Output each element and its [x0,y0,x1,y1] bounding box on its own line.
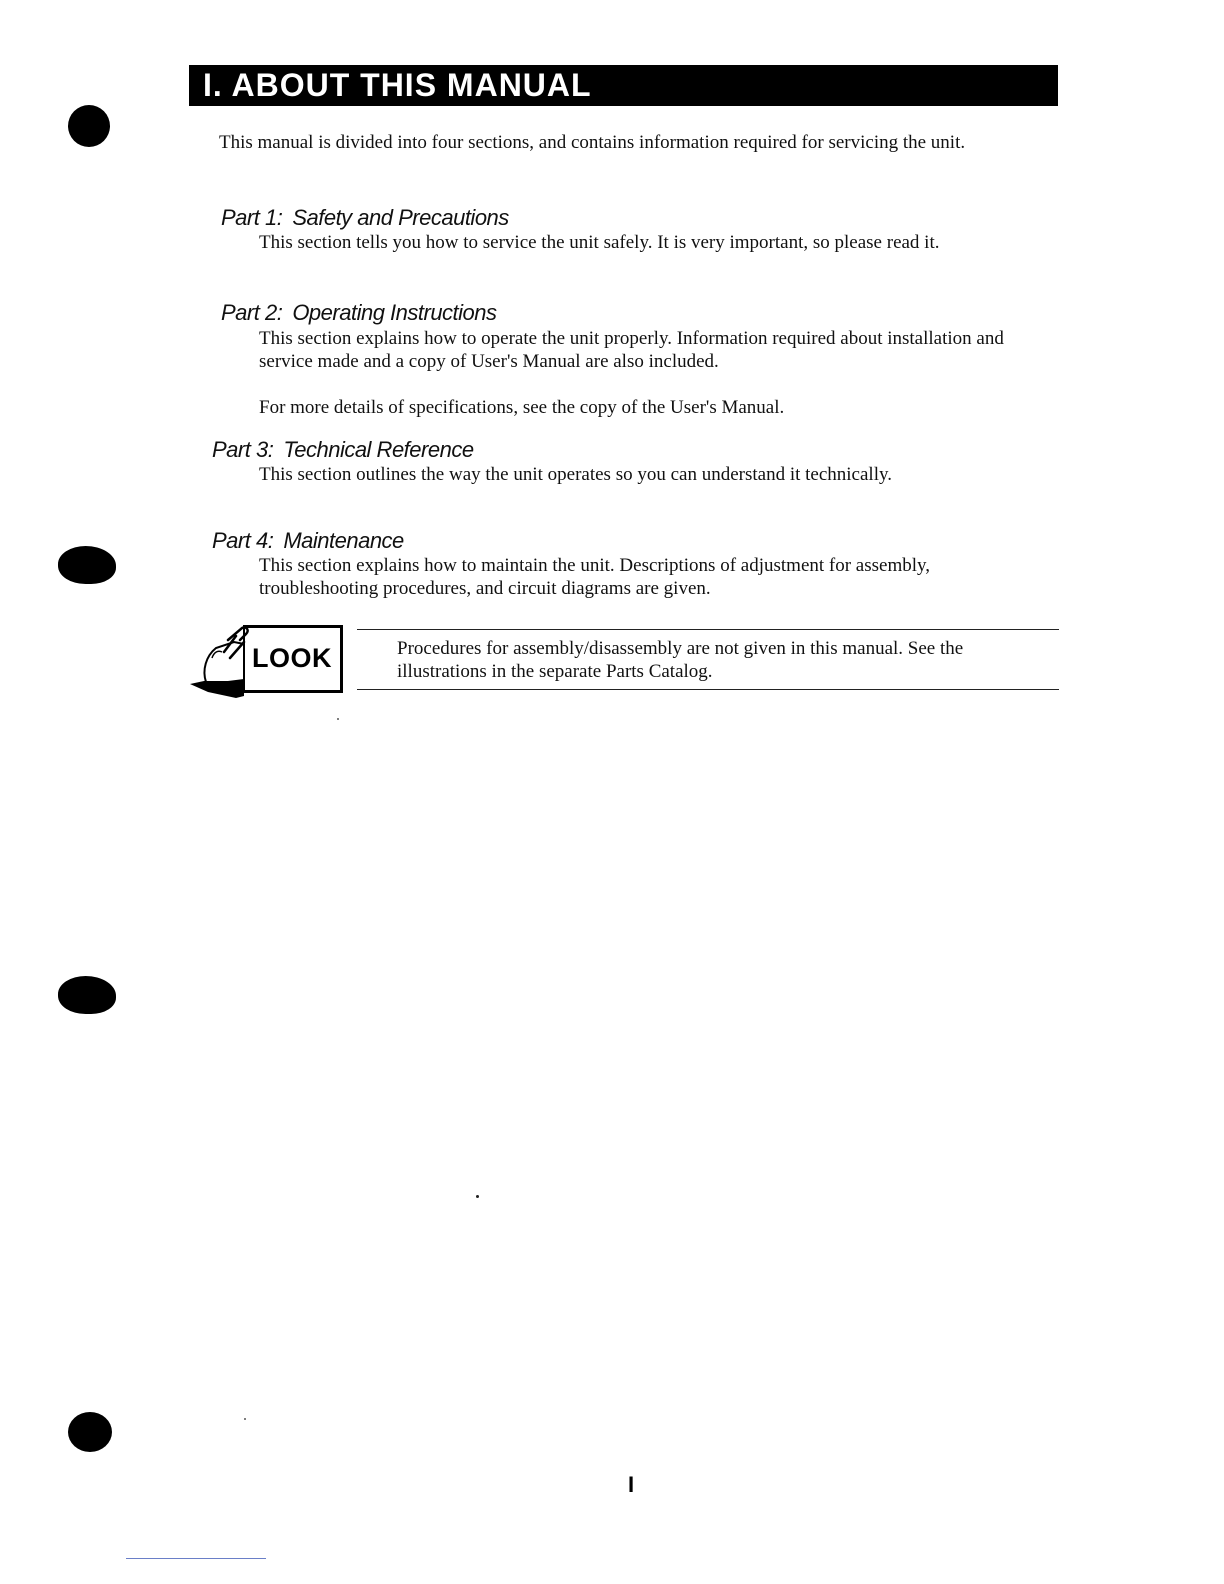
part-number: Part 3: [212,437,274,462]
part-number: Part 1: [221,205,283,230]
part-2-description: This section explains how to operate the unit properly. Information required about installation and service made and a copy of User's Manual are also included. [259,328,1004,372]
section-title: I. ABOUT THIS MANUAL [189,65,1058,106]
punch-hole [68,1412,112,1452]
part-2-heading [221,300,497,326]
scan-speck [337,718,339,720]
part-title: Operating Instructions [292,300,497,325]
punch-hole [68,105,110,147]
part-title: Technical Reference [283,437,474,462]
part-3-heading [212,437,474,463]
part-4-heading [212,528,404,554]
look-label: LOOK [252,643,332,673]
part-4-description: This section explains how to maintain the unit. Descriptions of adjustment for assembly, troubleshooting procedures, and circuit diagrams are given. [259,555,931,599]
scan-edge-line [126,1558,266,1559]
intro-paragraph: This manual is divided into four sections, and contains information required for servicing the unit. [219,132,966,153]
part-3-description: This section outlines the way the unit operates so you can understand it technically. [259,464,892,485]
page-number: I [628,1472,635,1497]
part-number: Part 2: [221,300,283,325]
scan-speck [476,1195,479,1198]
part-title: Maintenance [283,528,404,553]
punch-hole [58,976,116,1014]
note-rule [357,689,1059,690]
part-2-description-extra: For more details of specifications, see the copy of the User's Manual. [259,397,785,418]
note-rule [357,629,1059,630]
look-note-text: Procedures for assembly/disassembly are not given in this manual. See the illustrations in the separate Parts Catalog. [397,638,964,682]
part-1-heading [221,205,509,231]
punch-hole [58,546,116,584]
part-number: Part 4: [212,528,274,553]
part-1-description: This section tells you how to service the unit safely. It is very important, so please read it. [259,232,940,253]
scan-speck [244,1418,246,1420]
part-title: Safety and Precautions [292,205,509,230]
